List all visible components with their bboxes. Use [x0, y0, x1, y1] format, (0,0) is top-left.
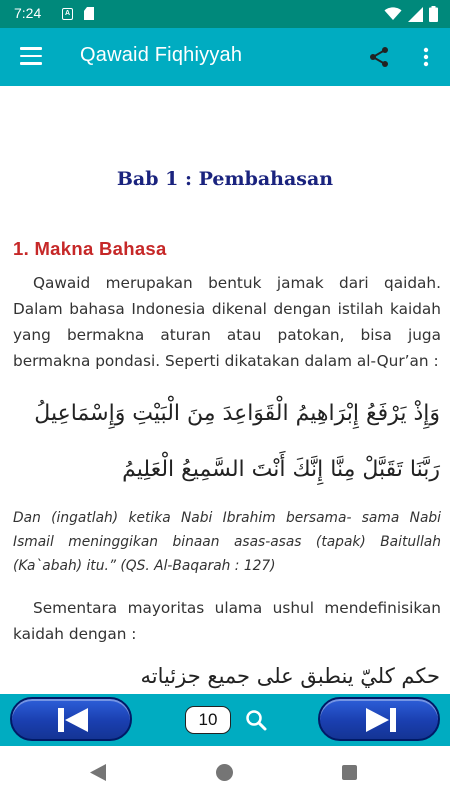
- back-icon[interactable]: [90, 764, 106, 781]
- battery-icon: [429, 6, 438, 22]
- paragraph-1: Qawaid merupakan bentuk jamak dari qaidah. Dalam bahasa Indonesia dikenal dengan istilah kaidah yang bermakna aturan atau patokan, bisa juga bermakna pondasi. Seperti dikatakan dalam al-Qur’an :: [13, 274, 441, 370]
- page-content[interactable]: [0, 86, 450, 694]
- home-icon[interactable]: [216, 764, 233, 781]
- app-a-icon: A: [62, 8, 73, 20]
- more-vert-icon[interactable]: [414, 45, 438, 69]
- wifi-icon: [384, 7, 402, 21]
- previous-page-button[interactable]: [10, 697, 132, 741]
- chapter-title: Bab 1 : Pembahasan: [116, 168, 334, 190]
- bottom-toolbar: [0, 694, 450, 746]
- skip-previous-icon: [58, 708, 88, 732]
- status-time: 7:24: [14, 5, 42, 21]
- arabic-definition: حكم كليّ ينطبق على جميع جزئياته: [140, 664, 440, 688]
- share-icon[interactable]: [367, 45, 391, 69]
- signal-icon: [408, 7, 423, 22]
- recents-icon[interactable]: [342, 765, 357, 780]
- verse-translation: Dan (ingatlah) ketika Nabi Ibrahim bersama- sama Nabi Ismail meninggikan binaan asas-asas (tapak) Baitullah (Ka`abah) itu.” (QS. Al-Baqarah : 127): [13, 510, 441, 574]
- app-title: Qawaid Fiqhiyyah: [80, 44, 243, 66]
- app-bar: [0, 28, 450, 86]
- status-right-icons: [384, 5, 438, 23]
- status-bar: [0, 0, 450, 28]
- skip-next-icon: [366, 708, 396, 732]
- search-icon[interactable]: [244, 708, 268, 732]
- sd-card-icon: [84, 7, 94, 20]
- section-heading: 1. Makna Bahasa: [13, 238, 167, 259]
- next-page-button[interactable]: [318, 697, 440, 741]
- arabic-verse: وَإِذْ يَرْفَعُ إِبْرَاهِيمُ الْقَوَاعِدَ مِنَ الْبَيْتِ وَإِسْمَاعِيلُ رَبَّنَا تَقَبَّلْ مِنَّا إِنَّكَ أَنْتَ السَّمِيعُ الْعَلِيمُ: [34, 401, 440, 482]
- paragraph-2: Sementara mayoritas ulama ushul mendefinisikan kaidah dengan :: [13, 599, 441, 643]
- system-nav-bar: [0, 746, 450, 800]
- page-number-field[interactable]: 10: [185, 706, 231, 734]
- menu-icon[interactable]: [20, 47, 42, 65]
